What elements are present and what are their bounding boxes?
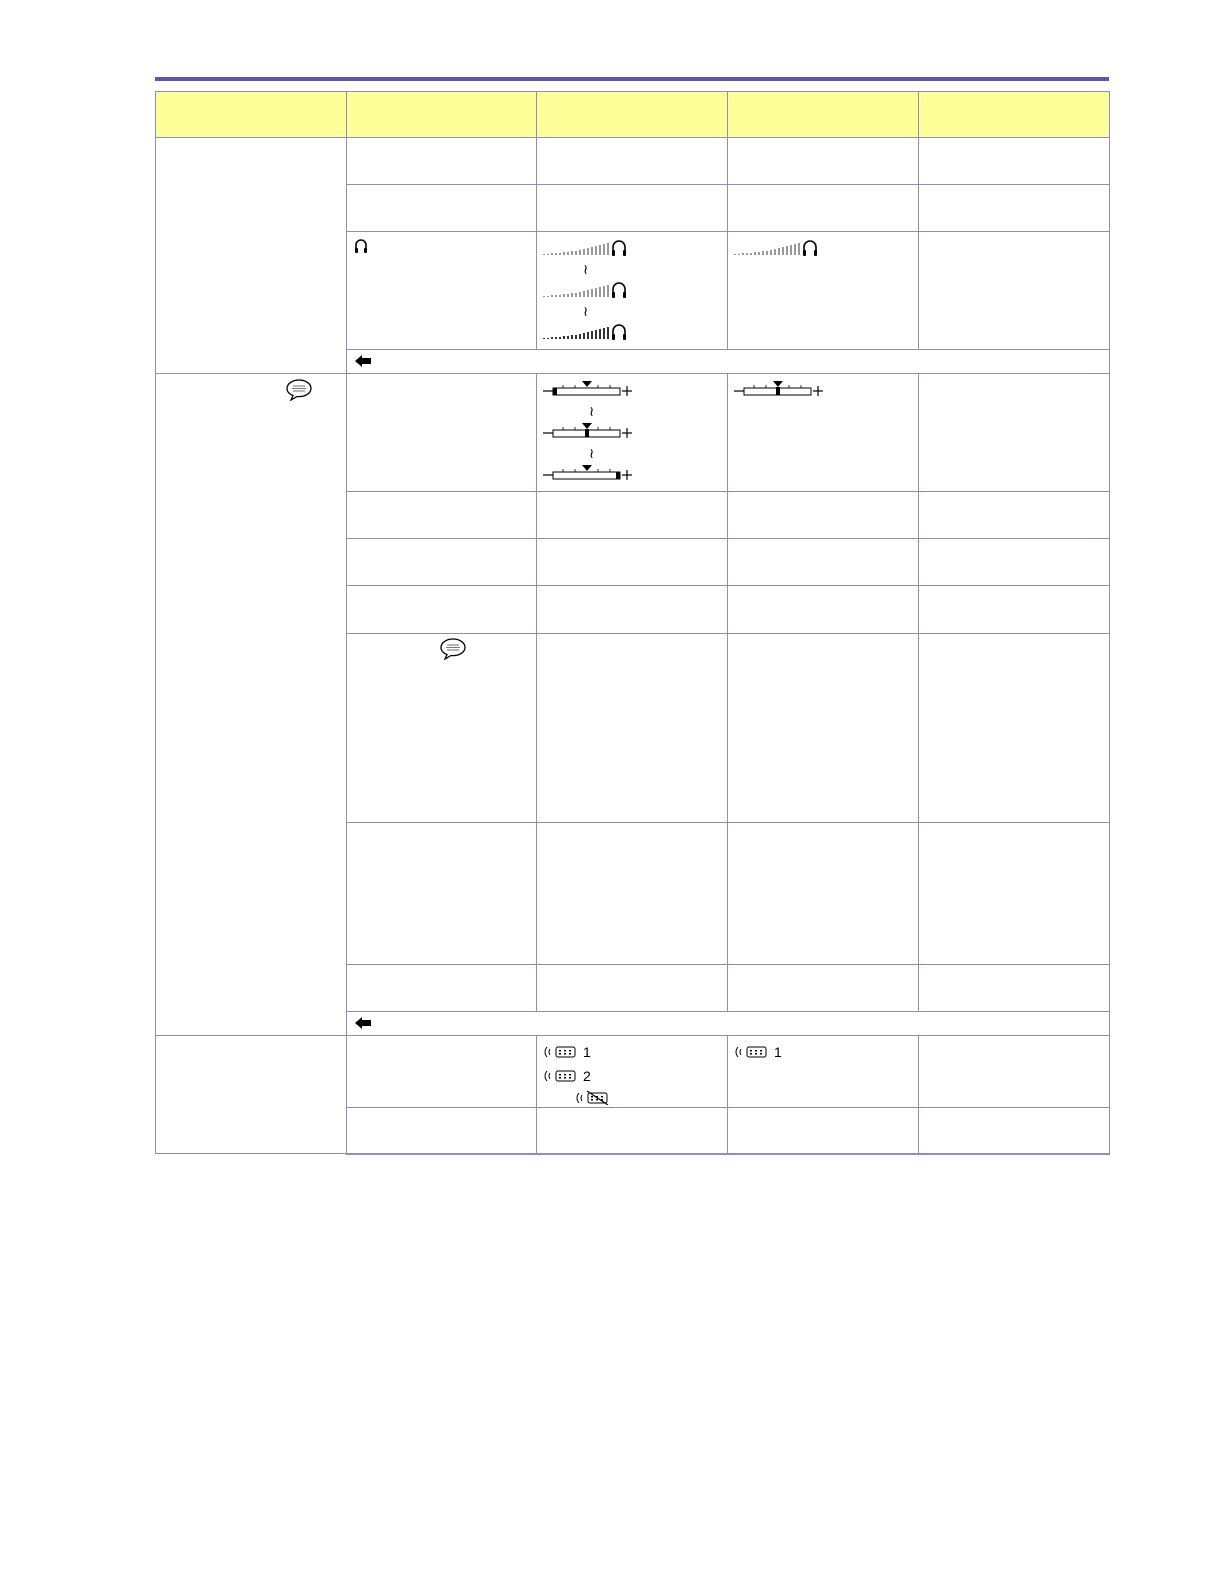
table-cell [728, 492, 919, 539]
table-cell [728, 965, 919, 1012]
group-3-label-cell [156, 1036, 347, 1154]
headphone-icon [354, 238, 368, 254]
remote-signal-icon [543, 1069, 577, 1083]
table-cell [919, 539, 1110, 586]
table-cell [728, 1108, 919, 1154]
remote-default-cell [728, 1036, 919, 1108]
header-cell [728, 92, 919, 138]
balance-slider-default [734, 381, 828, 399]
balance-default-cell [728, 374, 919, 492]
top-rule [155, 77, 1109, 81]
table-cell [347, 586, 537, 634]
balance-slider-left [543, 381, 637, 399]
table-cell [347, 185, 537, 232]
remote-option-label: 2 [583, 1068, 591, 1084]
headphone-range-cell [537, 232, 728, 350]
remote-signal-icon [734, 1045, 768, 1059]
table-cell [347, 539, 537, 586]
remote-default-label: 1 [774, 1044, 782, 1060]
table-cell [537, 634, 728, 823]
table-cell [537, 138, 728, 185]
header-cell [537, 92, 728, 138]
table-cell [728, 539, 919, 586]
table-cell [347, 965, 537, 1012]
speech-bubble-icon [286, 379, 312, 401]
range-separator: ≀ [583, 303, 589, 319]
table-cell [728, 586, 919, 634]
table-cell [919, 634, 1110, 823]
table-cell [728, 823, 919, 965]
table-cell [537, 539, 728, 586]
speech-bubble-icon [440, 638, 466, 660]
back-row[interactable] [347, 1012, 1110, 1036]
table-cell [919, 586, 1110, 634]
table-cell [919, 965, 1110, 1012]
volume-level-min [543, 239, 633, 257]
table-cell [347, 823, 537, 965]
balance-slider-right [543, 465, 637, 483]
table-cell [919, 1036, 1110, 1108]
range-separator: ≀ [589, 403, 595, 419]
table-cell [347, 492, 537, 539]
table-cell [728, 634, 919, 823]
table-cell [919, 492, 1110, 539]
table-cell [537, 823, 728, 965]
back-arrow-icon[interactable] [355, 355, 371, 367]
remote-signal-icon [543, 1045, 577, 1059]
group-2-label-cell [156, 374, 347, 1036]
header-cell [156, 92, 347, 138]
remote-signal-off-icon [575, 1091, 609, 1105]
volume-level-default [734, 239, 824, 257]
table-cell [919, 185, 1110, 232]
balance-range-cell [537, 374, 728, 492]
table-cell [919, 374, 1110, 492]
back-arrow-icon[interactable] [355, 1017, 371, 1029]
table-cell [728, 138, 919, 185]
headphone-setting-cell [347, 232, 537, 350]
table-cell [347, 138, 537, 185]
header-cell [347, 92, 537, 138]
table-cell [537, 185, 728, 232]
table-cell [919, 823, 1110, 965]
settings-table [155, 91, 1110, 1155]
table-cell [537, 1108, 728, 1154]
table-cell [919, 138, 1110, 185]
remote-option-label: 1 [583, 1044, 591, 1060]
table-cell [919, 232, 1110, 350]
headphone-default-cell [728, 232, 919, 350]
group-1-label-cell [156, 138, 347, 374]
back-row[interactable] [347, 350, 1110, 374]
table-cell [347, 1108, 537, 1154]
speech-setting-cell [347, 634, 537, 823]
table-cell [537, 586, 728, 634]
table-cell [347, 1036, 537, 1108]
table-cell [728, 185, 919, 232]
remote-range-cell [537, 1036, 728, 1108]
balance-slider-center [543, 423, 637, 441]
table-cell [347, 374, 537, 492]
range-separator: ≀ [583, 261, 589, 277]
volume-level-max [543, 323, 633, 341]
table-cell [537, 492, 728, 539]
table-cell [919, 1108, 1110, 1154]
header-cell [919, 92, 1110, 138]
table-cell [537, 965, 728, 1012]
volume-level-mid [543, 281, 633, 299]
range-separator: ≀ [589, 445, 595, 461]
